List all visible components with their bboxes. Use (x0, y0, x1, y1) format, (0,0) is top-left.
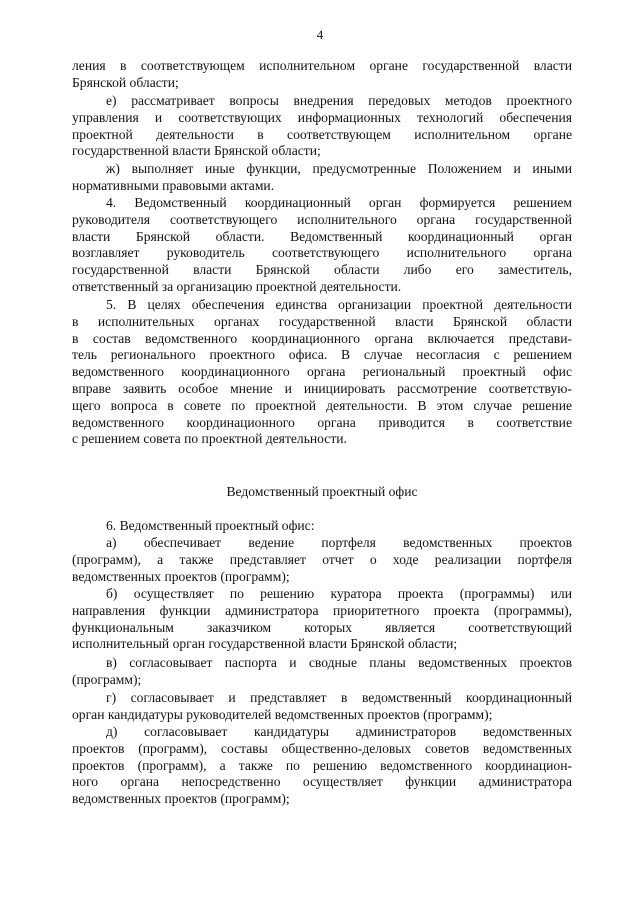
text-line: ления в соответствующем исполнительном органе государственной власти (72, 58, 572, 73)
text-line: 5. В целях обеспечения единства организации проектной деятельности (106, 297, 572, 312)
text-line: власти Брянской области. Ведомственный координационный орган (72, 228, 572, 244)
text-line: ного органа непосредственно осуществляет функции администратора (72, 774, 572, 790)
text-line: руководителя соответствующего исполнительного органа государственной (72, 211, 572, 227)
text-line: вправе заявить особое мнение и инициировать рассмотрение соответствую- (72, 380, 572, 396)
text-line: проектов (программ), составы общественно-деловых советов ведомственных (72, 740, 572, 756)
text-line: государственной власти Брянской области либо его заместитель, (72, 262, 572, 278)
paragraph-item-zh (72, 161, 572, 195)
text-line: б) осуществляет по решению куратора проекта (программы) или (106, 586, 572, 601)
paragraph-continuation (72, 58, 572, 92)
text-line: ведомственного координационного органа региональный проектный офис (72, 364, 572, 380)
text-line: функциональным заказчиком которых является соответствующий (72, 619, 572, 635)
text-line: в исполнительных органах государственной власти Брянской области (72, 313, 572, 329)
text-line: ведомственных проектов (программ); (72, 791, 290, 807)
text-line: ответственный за организацию проектной деятельности. (72, 278, 402, 294)
text-line: возглавляет руководитель соответствующего исполнительного органа (72, 245, 572, 261)
paragraph-item-b (72, 586, 572, 653)
text-line: д) согласовывает кандидатуры администраторов ведомственных (106, 724, 572, 739)
paragraph-item-a (72, 535, 572, 585)
paragraph-item-g (72, 690, 572, 724)
paragraph-item-v (72, 655, 572, 689)
text-line: в) согласовывает паспорта и сводные планы ведомственных проектов (106, 655, 572, 670)
text-line: государственной власти Брянской области; (72, 143, 321, 159)
paragraph-item-e (72, 93, 572, 160)
text-line: нормативными правовыми актами. (72, 177, 275, 193)
text-line: (программ), а также представляет отчет о ходе реализации портфеля (72, 551, 572, 567)
text-line: управления и соответствующих информационных технологий обеспечения (72, 109, 572, 125)
text-line: щего вопроса в совете по проектной деятельности. В этом случае решение (72, 397, 572, 413)
text-line: ж) выполняет иные функции, предусмотренные Положением и иными (106, 161, 572, 176)
text-line: 4. Ведомственный координационный орган формируется решением (106, 195, 572, 210)
text-line: орган кандидатуры руководителей ведомственных проектов (программ); (72, 706, 493, 722)
section-heading: Ведомственный проектный офис (226, 484, 418, 499)
page-number: 4 (316, 27, 324, 42)
text-line: в состав ведомственного координационного органа включается представи- (72, 330, 572, 346)
text-line: 6. Ведомственный проектный офис: (106, 518, 315, 533)
text-line: направления функции администратора приоритетного проекта (программы), (72, 602, 572, 618)
text-line: Брянской области; (72, 74, 179, 90)
text-line: тель регионального проектного офиса. В случае несогласия с решением (72, 347, 572, 363)
paragraph-item-d (72, 724, 572, 808)
text-line: ведомственных проектов (программ); (72, 568, 290, 584)
text-line: г) согласовывает и представляет в ведомственный координационный (106, 690, 572, 705)
paragraph-5 (72, 297, 572, 448)
text-line: проектной деятельности в соответствующем исполнительном органе (72, 126, 572, 142)
text-line: исполнительный орган государственной власти Брянской области; (72, 636, 458, 652)
text-line: ведомственного координационного органа приводится в соответствие (72, 414, 572, 430)
paragraph-6 (72, 518, 572, 535)
text-line: с решением совета по проектной деятельности. (72, 431, 347, 447)
text-line: а) обеспечивает ведение портфеля ведомственных проектов (106, 535, 572, 550)
text-line: е) рассматривает вопросы внедрения передовых методов проектного (106, 93, 572, 108)
paragraph-4 (72, 195, 572, 296)
text-line: проектов (программ), а также по решению ведомственного координацион- (72, 757, 572, 773)
text-line: (программ); (72, 671, 142, 687)
